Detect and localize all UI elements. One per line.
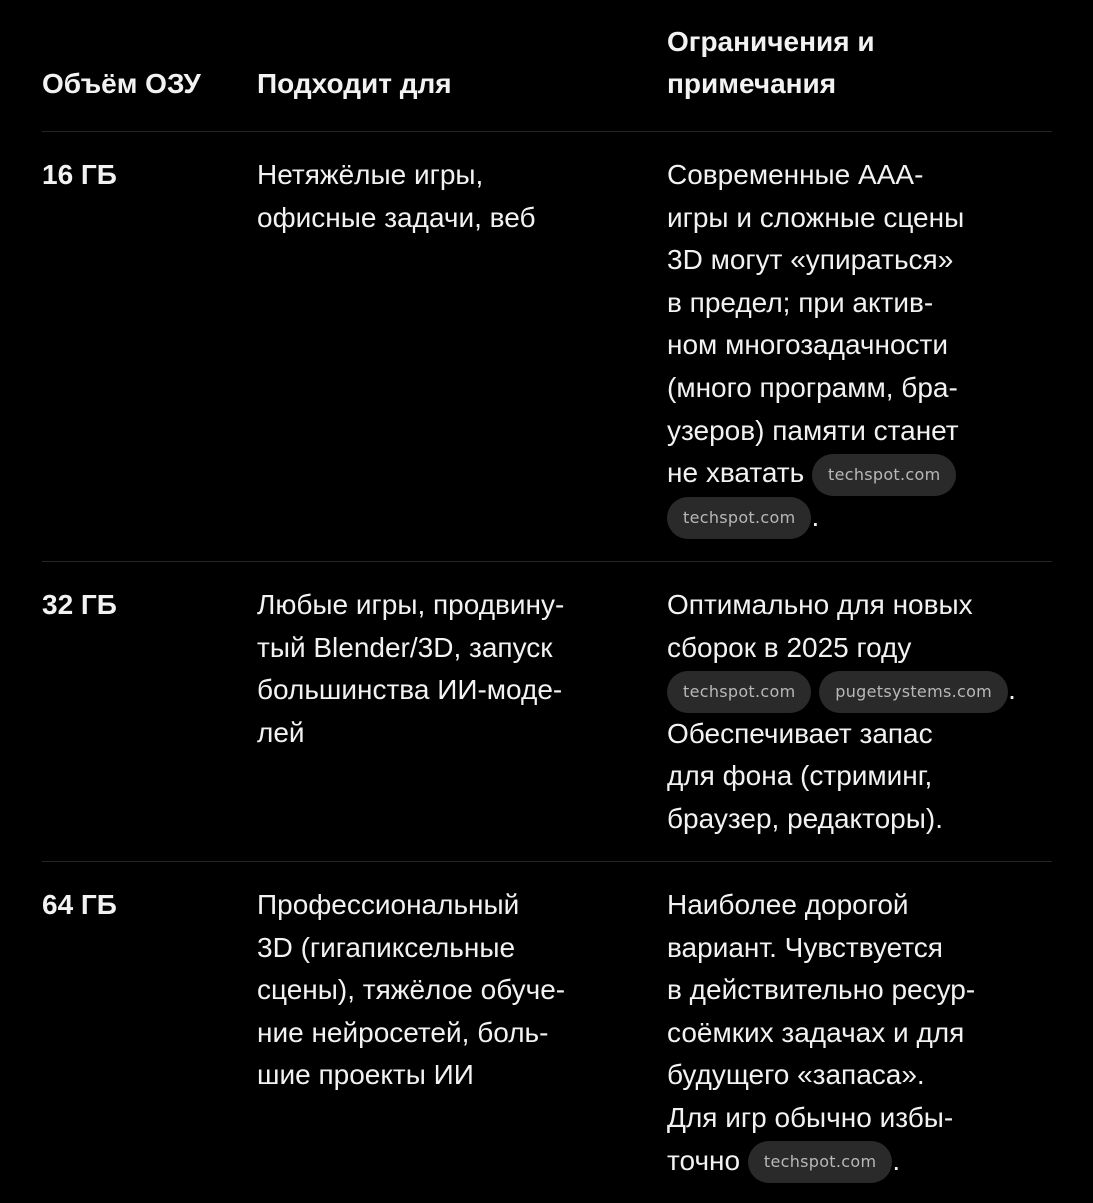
ram-value: 64 ГБ (42, 889, 117, 920)
source-chip[interactable]: techspot.com (667, 671, 811, 713)
notes-cell: Оптимально для новых сборок в 2025 году techspot.com pugetsystems.com . Обеспечивает запас для фона (стриминг, браузер, редакторы). (667, 589, 1016, 834)
ram-value: 32 ГБ (42, 589, 117, 620)
header-suitable: Подходит для (257, 68, 452, 99)
header-limits: Ограничения и примечания (667, 26, 875, 99)
source-chip[interactable]: techspot.com (667, 497, 811, 539)
table-row-64gb (42, 862, 1052, 1203)
source-chip[interactable]: techspot.com (812, 454, 956, 496)
notes-cell: Современные AAA- игры и сложные сцены 3D могут «упираться» в предел; при актив- ном многозадачности (много программ, бра- узеров) памяти станет не хватать techspot.com techspot.com . (667, 132, 1052, 561)
source-chip[interactable]: pugetsystems.com (819, 671, 1008, 713)
table-row-16gb (42, 132, 1052, 562)
ram-value: 16 ГБ (42, 159, 117, 190)
ram-comparison-table (42, 0, 1052, 1203)
notes-cell: Наиболее дорогой вариант. Чувствуется в действительно ресур- соёмких задачах и для будущего «запаса». Для игр обычно избы- точно techspot.com . (667, 862, 1052, 1203)
source-chip[interactable]: techspot.com (748, 1141, 892, 1183)
suitable-cell: Любые игры, продвину- тый Blender/3D, запуск большинства ИИ-моде- лей (257, 589, 565, 748)
table-row-32gb (42, 562, 1052, 862)
header-ram: Объём ОЗУ (42, 68, 201, 99)
suitable-cell: Нетяжёлые игры, офисные задачи, веб (257, 159, 536, 233)
suitable-cell: Профессиональный 3D (гигапиксельные сцены), тяжёлое обуче- ние нейросетей, боль- шие проекты ИИ (257, 889, 566, 1091)
table-header-row (42, 0, 1052, 132)
